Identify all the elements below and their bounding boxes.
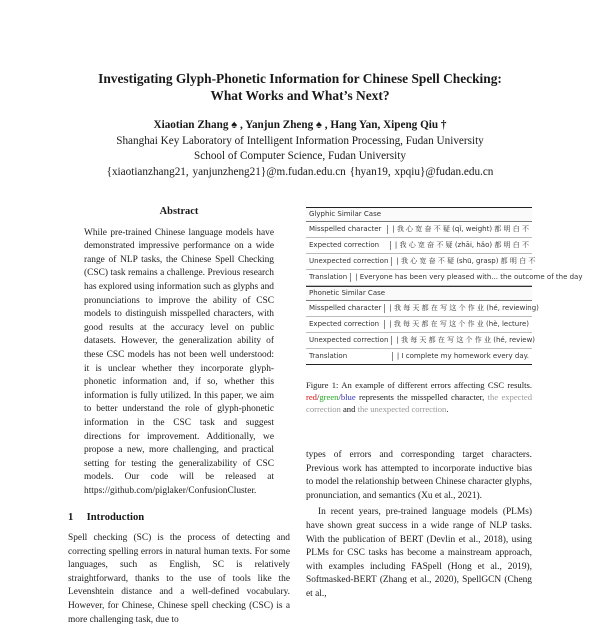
section-title: Introduction bbox=[86, 512, 145, 524]
caption-unexpected: the unexpected correction bbox=[357, 404, 447, 414]
left-column bbox=[68, 205, 290, 627]
paragraph: In recent years, pre-trained language models (PLMs) have shown great success in a wide range of NLP tasks. With the publication of BERT (Devlin et al., 2018), using PLMs for CSC tasks has become a mainstream approach, with examples including FASpell (Hong et al., 2019), Softmasked-BERT (Zhang et al., 2020), SpellGCN (Cheng et al., bbox=[306, 507, 532, 599]
row-label: Expected correction bbox=[309, 241, 391, 250]
table-row bbox=[306, 301, 539, 317]
caption-blue: blue bbox=[340, 392, 356, 402]
title-line-2: What Works and What’s Next? bbox=[210, 88, 390, 103]
table-row bbox=[306, 317, 532, 333]
section-number: 1 bbox=[68, 512, 74, 524]
right-body-text bbox=[306, 449, 532, 602]
caption-red: red bbox=[306, 392, 317, 402]
author-names: Xiaotian Zhang ♠ , Yanjun Zheng ♠ , Hang Yan, Xipeng Qiu † bbox=[153, 119, 447, 131]
abstract-text: While pre-trained Chinese language models have demonstrated impressive performance on a wide range of NLP tasks, the Chinese Spell Checking (CSC) task remains a challenge. Previous research has explored using information such as glyphs and pronunciations to improve the ability of CSC models to distinguish misspelled characters, with good results at the accuracy level on public datasets. However, the generalization ability of these CSC models has not been well understood: it is unclear whether they incorporate glyph-phonetic information and, if so, whether this information is fully utilized. In this paper, we aim to better understand the role of glyph-phonetic information in the CSC task and suggest directions for improvement. Additionally, we propose a new, more challenging, and practical setting for testing the generalizability of CSC models. Our code will be released at https://github.com/piglaker/ConfusionCluster. bbox=[84, 227, 274, 496]
caption-and: and bbox=[340, 404, 358, 414]
caption-expected: the expected correction bbox=[306, 392, 532, 414]
row-label: Expected correction bbox=[309, 320, 385, 329]
table-row bbox=[306, 270, 583, 286]
table-row bbox=[306, 349, 532, 364]
row-value: | 我 心 宽 奋 不 疑 (qǐ, weight) 都 明 白 不 bbox=[392, 225, 529, 233]
row-value: | 我 每 天 都 在 写 这 个 作 业 (hé, reviewing) bbox=[389, 304, 539, 312]
row-value: | I complete my homework every day. bbox=[396, 352, 529, 360]
introduction-text: Spell checking (SC) is the process of detecting and correcting spelling errors in natural human texts. For some languages, such as English, SC is relatively straightforward, thanks to the use of tools like the Levenshtein distance and a well-defined vocabulary. However, for Chinese, Chinese spell checking (CSC) is a more challenging task, due to bbox=[68, 533, 290, 625]
row-label: Unexpected correction bbox=[309, 336, 392, 345]
table-row bbox=[306, 222, 532, 238]
affiliation-lab: Shanghai Key Laboratory of Intelligent Information Processing, Fudan University bbox=[116, 134, 484, 147]
figure-1-table bbox=[306, 207, 583, 365]
table-row bbox=[306, 333, 536, 349]
row-value: | 我 每 天 都 在 写 这 个 作 业 (hè, lecture) bbox=[389, 320, 529, 328]
row-value: | 我 心 宽 奋 不 疑 (shū, grasp) 都 明 白 不 bbox=[396, 257, 536, 265]
affiliation-school: School of Computer Science, Fudan University bbox=[194, 150, 406, 163]
paragraph: types of errors and corresponding target characters. Previous work has attempted to incorporate inductive bias to model the relationship between Chinese character glyphs, pronunciation, and semantics (Xu et al., 2021). bbox=[306, 450, 532, 501]
glyphic-group-heading: Glyphic Similar Case bbox=[306, 208, 532, 222]
caption-middle: represents the misspelled character, bbox=[355, 392, 488, 402]
row-label: Unexpected correction bbox=[309, 257, 392, 266]
phonetic-group-heading: Phonetic Similar Case bbox=[306, 287, 532, 301]
abstract-heading: Abstract bbox=[159, 206, 199, 217]
author-block bbox=[40, 118, 560, 180]
caption-slash: / bbox=[338, 392, 341, 402]
right-column bbox=[306, 205, 583, 602]
section-heading-introduction bbox=[68, 511, 290, 525]
row-label: Translation bbox=[309, 273, 351, 282]
caption-lead: Figure 1: An example of different errors affecting CSC results. bbox=[306, 380, 532, 390]
figure-1-caption bbox=[306, 379, 532, 415]
row-value: | Everyone has been very pleased with... the outcome of the day bbox=[355, 273, 583, 281]
row-value: | 我 心 宽 奋 不 疑 (zhāi, hǎo) 都 明 白 不 bbox=[394, 241, 529, 249]
table-row bbox=[306, 238, 532, 254]
table-row bbox=[306, 254, 536, 270]
caption-end: . bbox=[446, 404, 449, 414]
row-value: | 我 每 天 都 在 写 这 个 作 业 (hé, review) bbox=[396, 336, 536, 344]
caption-green: green bbox=[319, 392, 339, 402]
row-label: Misspelled character bbox=[309, 304, 385, 313]
caption-slash: / bbox=[316, 392, 320, 402]
title-line-1: Investigating Glyph-Phonetic Information for Chinese Spell Checking: bbox=[98, 71, 502, 86]
row-label: Translation bbox=[309, 352, 393, 361]
paper-title bbox=[40, 70, 560, 104]
author-emails: {xiaotianzhang21, yanjunzheng21}@m.fudan.edu.cn {hyan19, xpqiu}@fudan.edu.cn bbox=[106, 165, 494, 178]
row-label: Misspelled character bbox=[309, 225, 388, 234]
